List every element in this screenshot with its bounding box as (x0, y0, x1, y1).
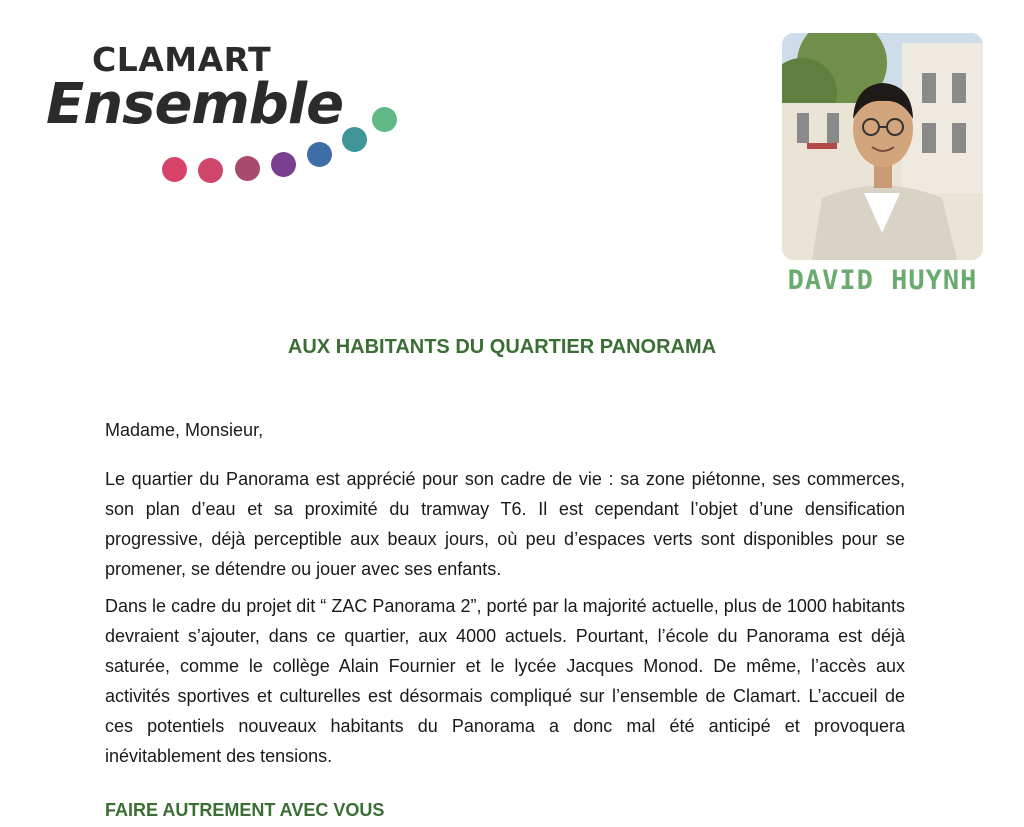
clamart-ensemble-logo (46, 40, 406, 190)
candidate-photo-illustration (782, 33, 983, 260)
candidate-photo (782, 33, 983, 260)
logo-dot (372, 107, 397, 132)
letter-title: AUX HABITANTS DU QUARTIER PANORAMA (287, 336, 717, 358)
paragraph-2: Dans le cadre du projet dit “ ZAC Panorama 2”, porté par la majorité actuelle, plus de 1000 habitants devraient s’ajouter, dans ce quartier, aux 4000 actuels. Pourtant, l’école du Panorama est déjà saturée, comme le collège Alain Fournier et le lycée Jacques Monod. De même, l’accès aux activités sportives et culturelles est désormais compliqué sur l’ensemble de Clamart. L’accueil de ces potentiels nouveaux habitants du Panorama a donc mal été anticipé et provoquera inévitablement des tensions. (105, 596, 905, 766)
logo-dot (162, 157, 187, 182)
logo-dot (307, 142, 332, 167)
logo-ensemble-text: Ensemble (46, 72, 344, 137)
paragraph-1: Le quartier du Panorama est apprécié pour son cadre de vie : sa zone piétonne, ses commerces, son plan d’eau et sa proximité du tramway T6. Il est cependant l’objet d’une densification progressive, déjà perceptible aux beaux jours, où peu d’espaces verts sont disponibles pour se promener, se détendre ou jouer avec ses enfants. (105, 469, 905, 579)
salutation: Madame, Monsieur, (105, 420, 264, 440)
logo-dot (342, 127, 367, 152)
logo-clamart-text: CLAMART (92, 40, 272, 79)
logo-dot (198, 158, 223, 183)
section-title: FAIRE AUTREMENT AVEC VOUS (105, 800, 385, 820)
candidate-name: DAVID HUYNH (787, 265, 978, 296)
logo-dot (271, 152, 296, 177)
logo-dot (235, 156, 260, 181)
